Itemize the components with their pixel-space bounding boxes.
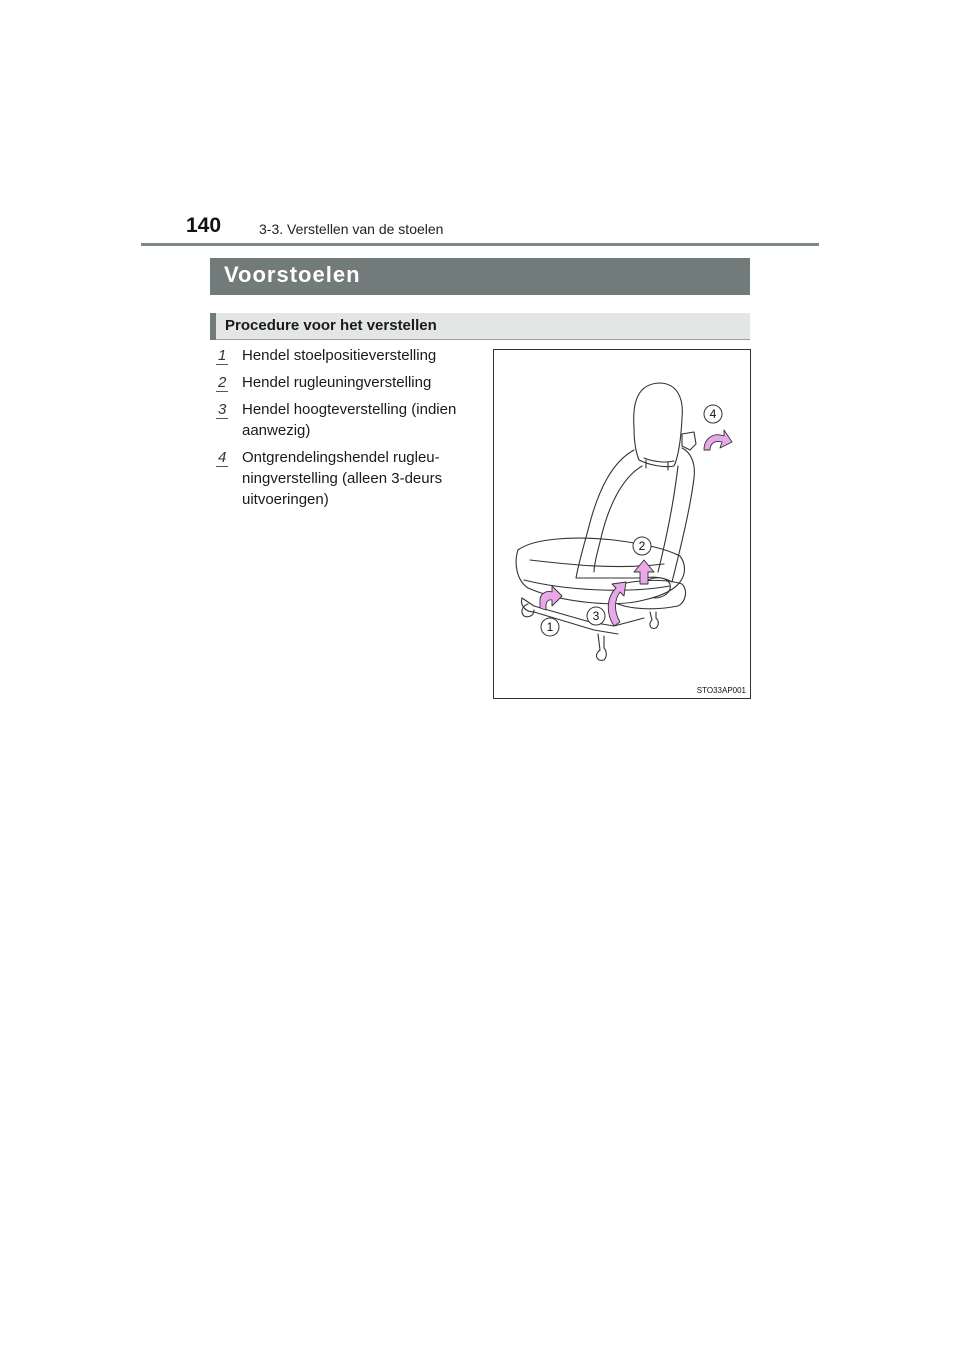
callout-3: 3 (592, 609, 600, 623)
item-text: Hendel hoogteverstelling (indien aanwezig) (242, 401, 457, 439)
subsection-accent (210, 313, 216, 340)
callout-4: 4 (709, 407, 717, 421)
section-title: Voorstoelen (224, 262, 361, 287)
subsection-title: Procedure voor het verstellen (225, 317, 437, 334)
header-rule (141, 243, 819, 246)
list-item (218, 447, 484, 513)
list-item (218, 399, 484, 443)
figure-code: STO33AP001 (696, 686, 746, 695)
item-number: 2 (218, 374, 227, 391)
subsection-bar (210, 313, 750, 340)
item-number: 3 (218, 401, 227, 418)
item-number: 1 (218, 347, 227, 364)
callout-1: 1 (546, 620, 554, 634)
list-item (218, 345, 484, 367)
seat-cushion (516, 538, 684, 603)
callout-2: 2 (638, 539, 646, 553)
list-item (218, 372, 484, 394)
seat-figure (493, 349, 751, 699)
item-text: Ontgrendelingshendel rugleu-ningverstelling (alleen 3-deurs uitvoeringen) (242, 449, 443, 508)
backrest (576, 448, 694, 582)
section-banner (210, 258, 750, 295)
item-text: Hendel stoelpositieverstelling (242, 347, 437, 364)
seat-illustration (494, 350, 750, 698)
page-number: 140 (186, 214, 222, 237)
item-text: Hendel rugleuningverstelling (242, 374, 432, 391)
headrest (634, 383, 683, 467)
chapter-title: 3-3. Verstellen van de stoelen (259, 221, 444, 237)
item-number: 4 (218, 449, 227, 466)
arrow-1 (540, 586, 562, 610)
arrow-4 (704, 430, 732, 450)
